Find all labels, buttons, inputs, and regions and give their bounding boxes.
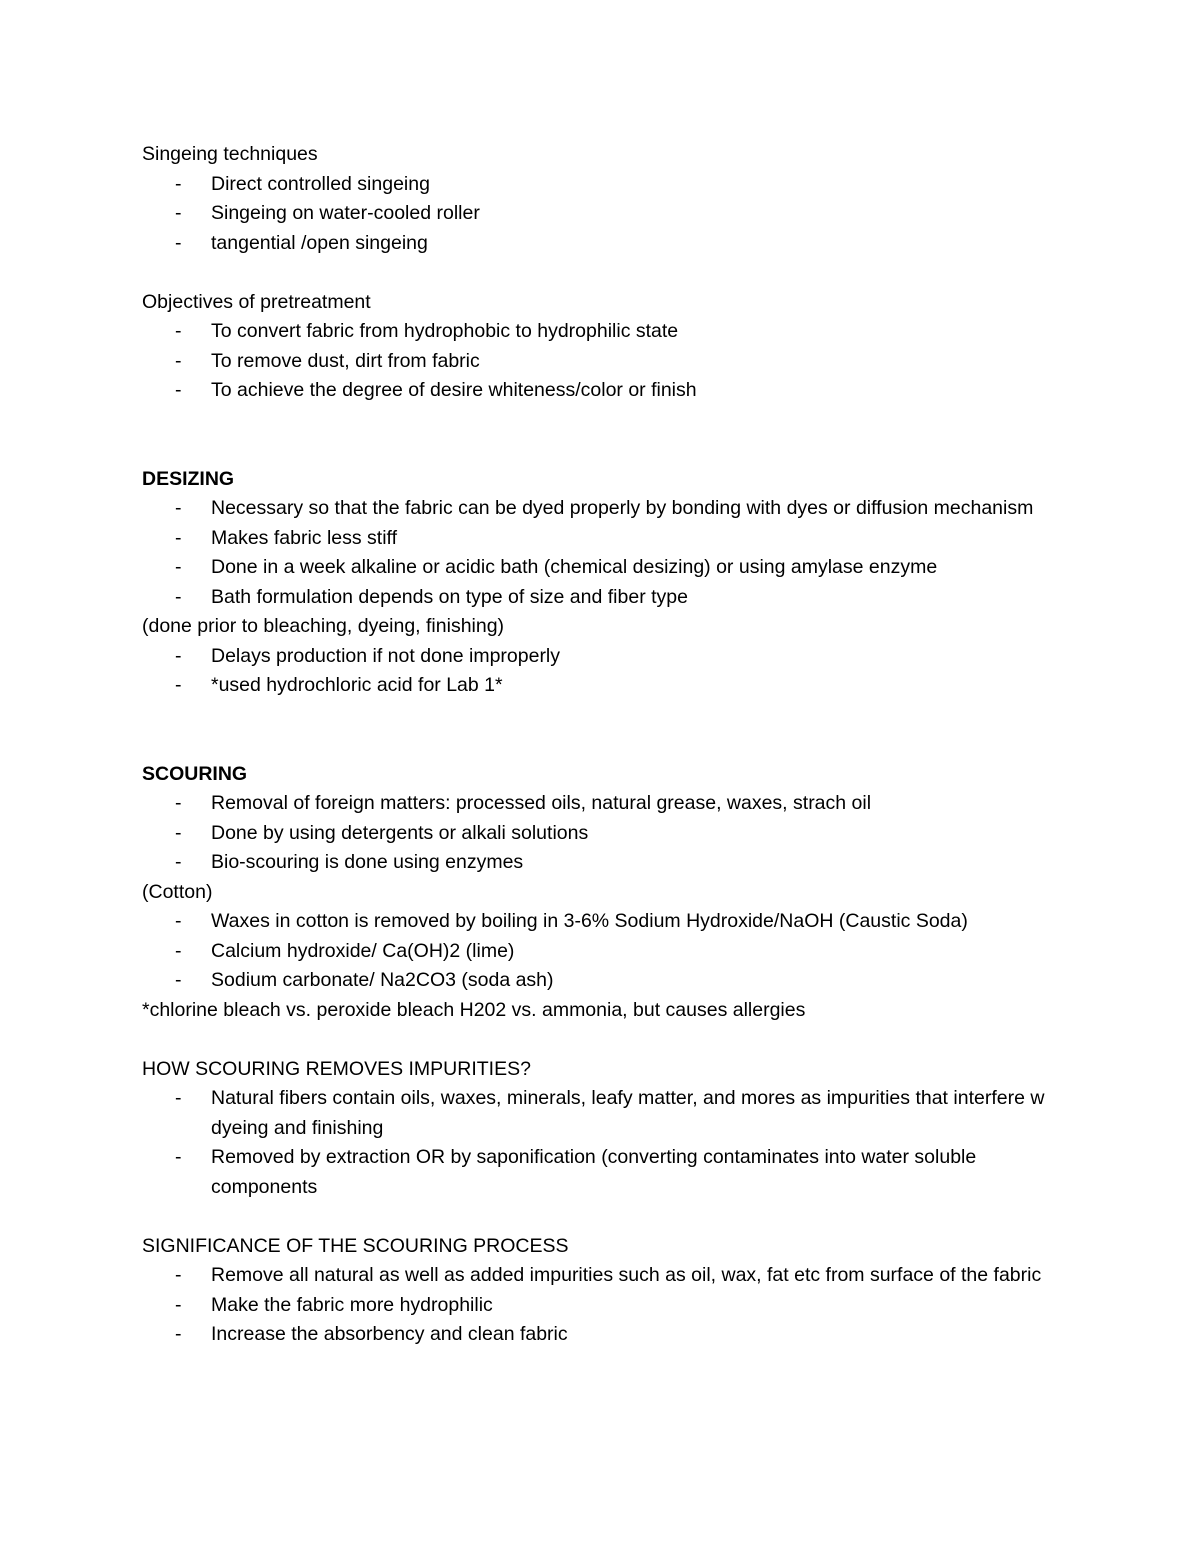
list-item <box>142 907 1077 937</box>
list-item-text: Natural fibers contain oils, waxes, minerals, leafy matter, and mores as impurities that interfere w dyeing and finishing <box>211 1087 1045 1139</box>
dash-bullet: - <box>175 556 182 578</box>
scouring-note-bleach: *chlorine bleach vs. peroxide bleach H202 vs. ammonia, but causes allergies <box>142 998 806 1021</box>
list-item-text: *used hydrochloric acid for Lab 1* <box>211 674 503 696</box>
list-item <box>142 229 1077 259</box>
desizing-note: (done prior to bleaching, dyeing, finishing) <box>142 615 505 637</box>
section-desizing <box>142 465 1077 701</box>
list-item-text: To achieve the degree of desire whiteness/color or finish <box>211 379 697 401</box>
list-item <box>142 317 1077 347</box>
dash-bullet: - <box>175 1087 182 1109</box>
list-desizing-extra <box>142 642 1077 701</box>
dash-bullet: - <box>175 497 182 519</box>
list-item-text: tangential /open singeing <box>211 231 428 254</box>
list-item-text: Sodium carbonate/ Na2CO3 (soda ash) <box>211 969 554 991</box>
list-item-text: Removed by extraction OR by saponification (converting contaminates into water soluble components <box>211 1146 977 1198</box>
spacer <box>142 258 1077 288</box>
dash-bullet: - <box>175 644 182 667</box>
list-item <box>142 642 1077 672</box>
list-item <box>142 966 1077 996</box>
list-item-text: Waxes in cotton is removed by boiling in 3-6% Sodium Hydroxide/NaOH (Caustic Soda) <box>211 910 968 932</box>
list-item-text: Makes fabric less stiff <box>211 526 398 549</box>
spacer <box>142 406 1077 465</box>
spacer <box>142 1202 1077 1232</box>
dash-bullet: - <box>175 792 182 814</box>
list-desizing <box>142 494 1077 612</box>
list-item-text: Bath formulation depends on type of size and fiber type <box>211 585 688 608</box>
heading-how-scouring: HOW SCOURING REMOVES IMPURITIES? <box>142 1057 531 1080</box>
list-item-text: Delays production if not done improperly <box>211 644 561 667</box>
list-item <box>142 494 1077 524</box>
list-item-text: Bio-scouring is done using enzymes <box>211 851 524 873</box>
dash-bullet: - <box>175 585 182 608</box>
list-item <box>142 789 1077 819</box>
list-objectives <box>142 317 1077 406</box>
dash-bullet: - <box>175 674 182 696</box>
list-item <box>142 1320 1077 1350</box>
dash-bullet: - <box>175 349 182 372</box>
list-item <box>142 819 1077 849</box>
list-item-text: Removal of foreign matters: processed oils, natural grease, waxes, strach oil <box>211 792 872 814</box>
section-significance <box>142 1232 1077 1350</box>
document-page <box>142 140 1077 1350</box>
list-item <box>142 199 1077 229</box>
dash-bullet: - <box>175 969 182 991</box>
list-singeing <box>142 170 1077 259</box>
heading-significance: SIGNIFICANCE OF THE SCOURING PROCESS <box>142 1234 569 1257</box>
spacer <box>142 1025 1077 1055</box>
scouring-note-cotton: (Cotton) <box>142 880 213 903</box>
dash-bullet: - <box>175 821 182 844</box>
dash-bullet: - <box>175 1323 182 1345</box>
dash-bullet: - <box>175 526 182 549</box>
list-item-text: Done by using detergents or alkali solutions <box>211 821 589 844</box>
list-item <box>142 1291 1077 1321</box>
list-how-scouring <box>142 1084 1077 1202</box>
list-item-text: Done in a week alkaline or acidic bath (chemical desizing) or using amylase enzyme <box>211 556 938 578</box>
list-item-text: Direct controlled singeing <box>211 172 430 195</box>
list-item <box>142 671 1077 701</box>
heading-objectives: Objectives of pretreatment <box>142 290 371 313</box>
list-item <box>142 1084 1077 1143</box>
section-scouring <box>142 760 1077 1026</box>
dash-bullet: - <box>175 379 182 401</box>
list-item-text: Singeing on water-cooled roller <box>211 202 480 224</box>
dash-bullet: - <box>175 939 182 962</box>
list-item-text: Remove all natural as well as added impurities such as oil, wax, fat etc from surface of the fabric <box>211 1264 1042 1286</box>
heading-desizing: DESIZING <box>142 467 235 490</box>
list-item <box>142 1261 1077 1291</box>
section-how-scouring <box>142 1055 1077 1203</box>
list-significance <box>142 1261 1077 1350</box>
heading-singeing-techniques: Singeing techniques <box>142 143 318 165</box>
list-item-text: To convert fabric from hydrophobic to hydrophilic state <box>211 320 679 342</box>
dash-bullet: - <box>175 1293 182 1316</box>
list-item-text: Make the fabric more hydrophilic <box>211 1293 493 1316</box>
list-item <box>142 848 1077 878</box>
list-item <box>142 524 1077 554</box>
dash-bullet: - <box>175 231 182 254</box>
list-item <box>142 583 1077 613</box>
list-item-text: Calcium hydroxide/ Ca(OH)2 (lime) <box>211 939 515 962</box>
list-scouring-cotton <box>142 907 1077 996</box>
list-item <box>142 1143 1077 1202</box>
list-item <box>142 376 1077 406</box>
list-item-text: To remove dust, dirt from fabric <box>211 349 480 372</box>
list-item-text: Necessary so that the fabric can be dyed properly by bonding with dyes or diffusion mechanism <box>211 497 1034 519</box>
list-item <box>142 937 1077 967</box>
dash-bullet: - <box>175 851 182 873</box>
spacer <box>142 701 1077 760</box>
dash-bullet: - <box>175 320 182 342</box>
dash-bullet: - <box>175 172 182 195</box>
list-item-text: Increase the absorbency and clean fabric <box>211 1323 568 1345</box>
dash-bullet: - <box>175 1146 182 1168</box>
list-item <box>142 170 1077 200</box>
list-item <box>142 347 1077 377</box>
list-scouring <box>142 789 1077 878</box>
dash-bullet: - <box>175 1264 182 1286</box>
section-objectives <box>142 288 1077 406</box>
list-item <box>142 553 1077 583</box>
dash-bullet: - <box>175 202 182 224</box>
heading-scouring: SCOURING <box>142 762 248 785</box>
dash-bullet: - <box>175 910 182 932</box>
section-singeing <box>142 140 1077 258</box>
